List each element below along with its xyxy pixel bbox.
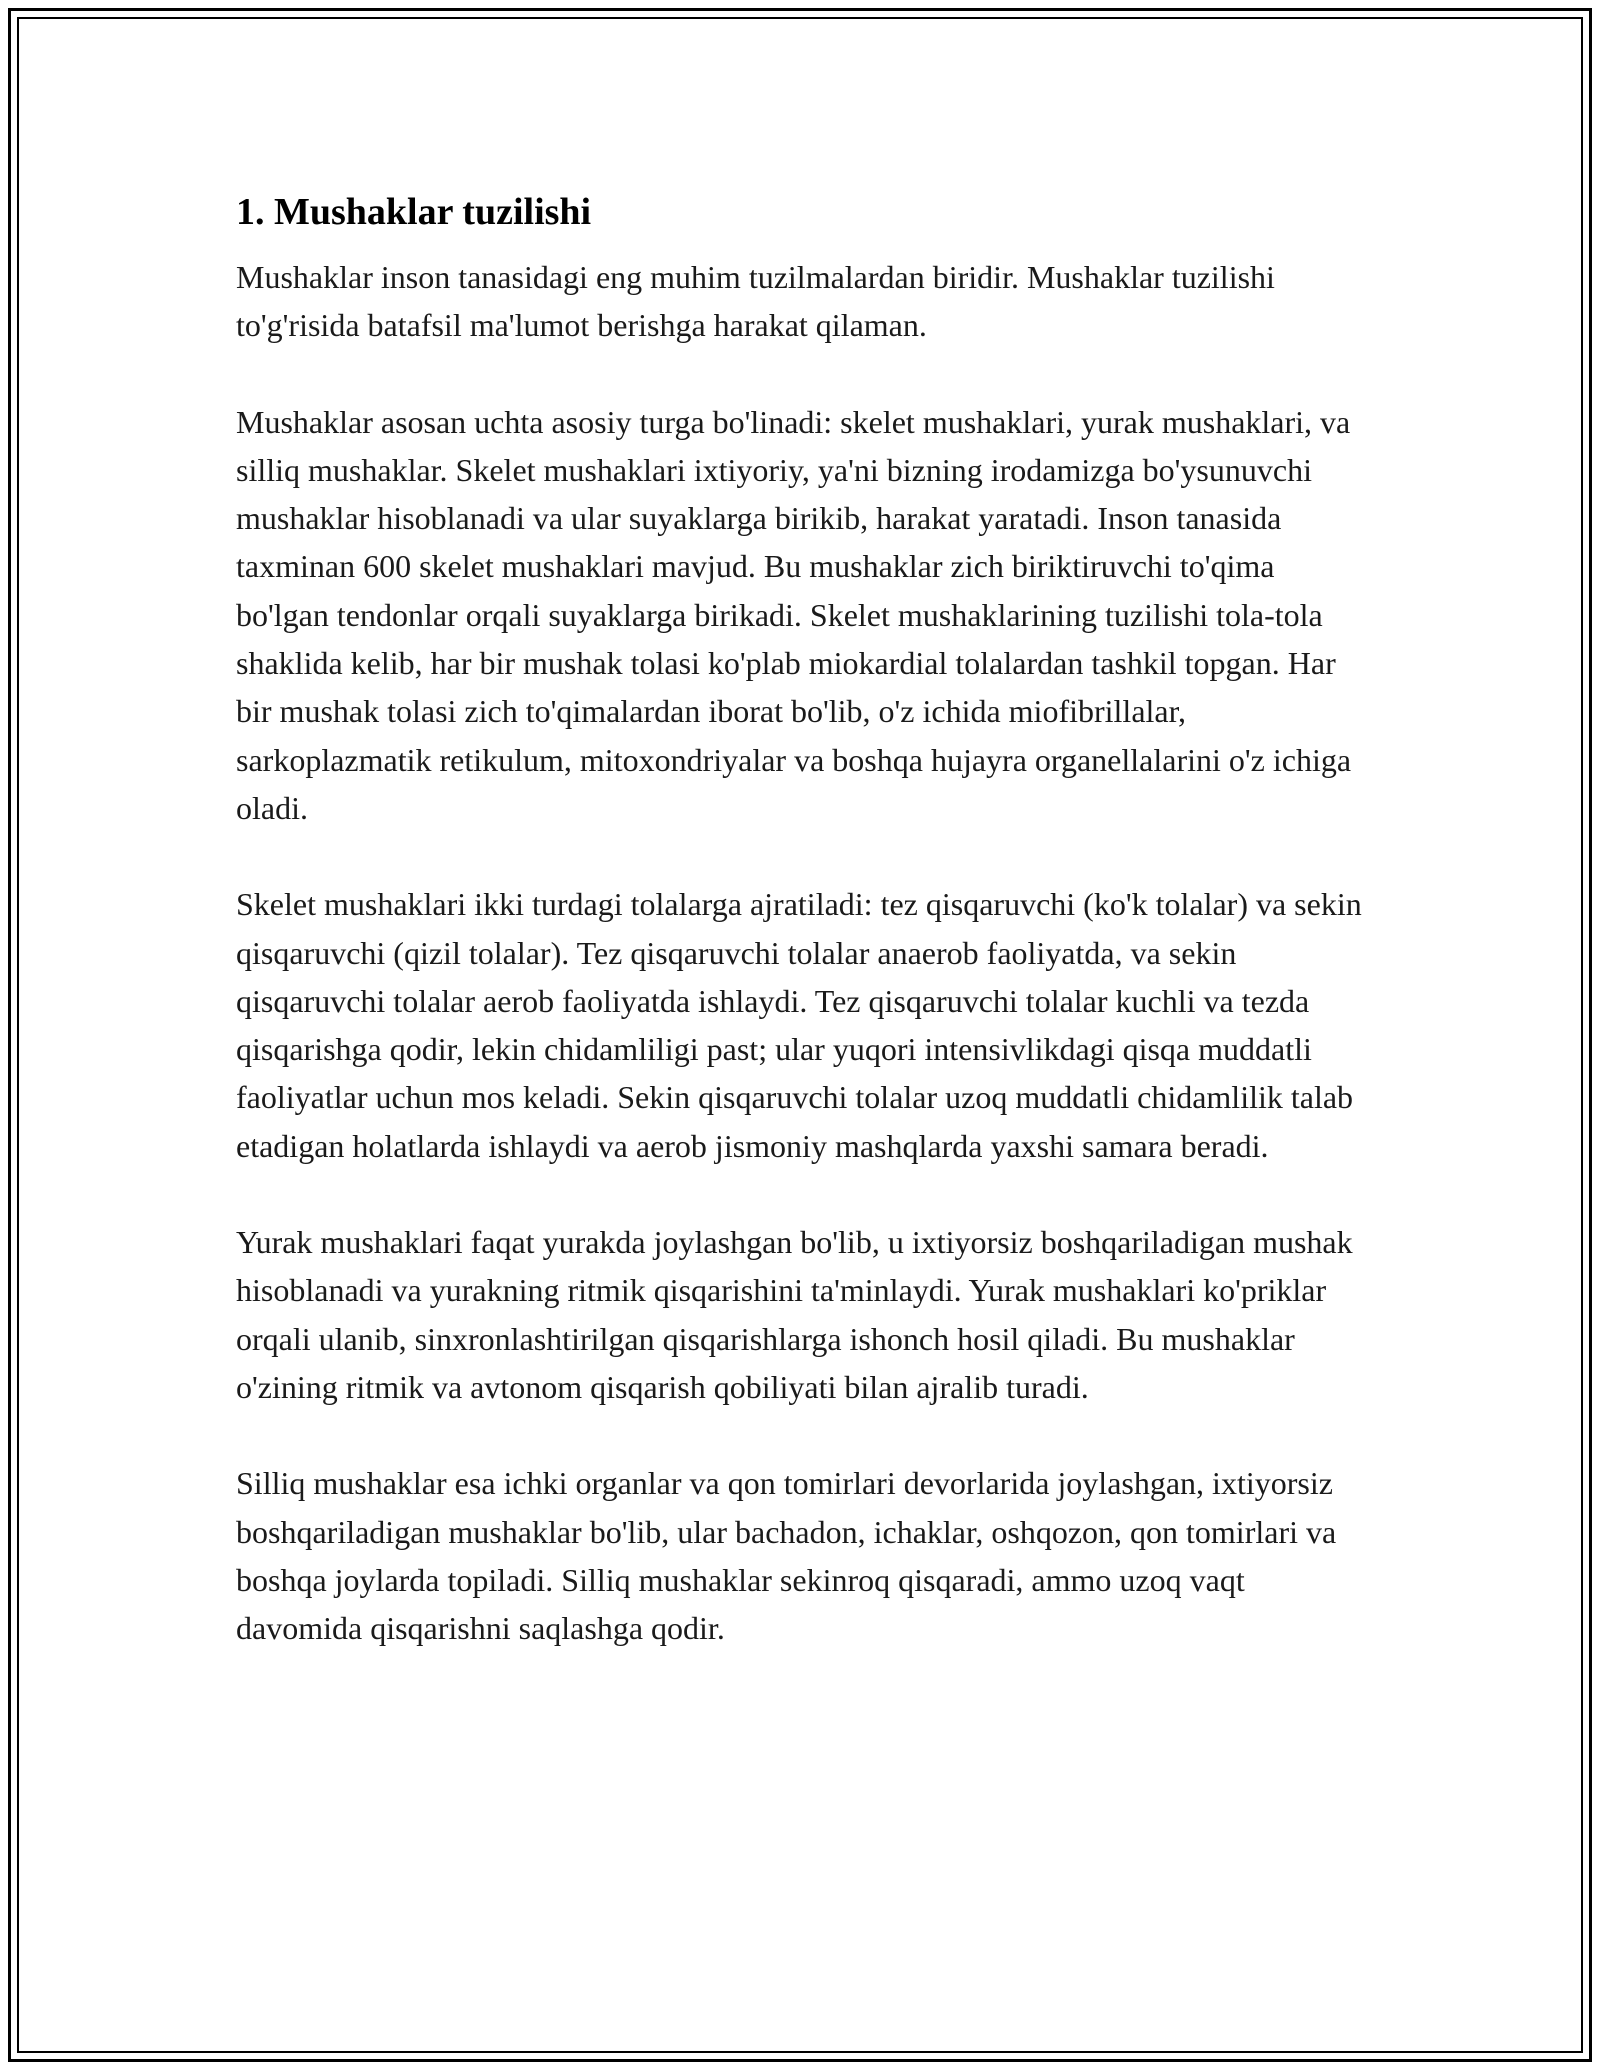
- paragraph-muscle-types: Mushaklar asosan uchta asosiy turga bo'linadi: skelet mushaklari, yurak mushaklari, va silliq mushaklar. Skelet mushaklari ixtiyoriy, ya'ni bizning irodamizga bo'ysunuvchi mushaklar hisoblanadi va ular suyaklarga birikib, harakat yaratadi. Inson tanasida taxminan 600 skelet mushaklari mavjud. Bu mushaklar zich biriktiruvchi to'qima bo'lgan tendonlar orqali suyaklarga birikadi. Skelet mushaklarining tuzilishi tola-tola shaklida kelib, har bir mushak tolasi ko'plab miokardial tolalardan tashkil topgan. Har bir mushak tolasi zich to'qimalardan iborat bo'lib, o'z ichida miofibrillalar, sarkoplazmatik retikulum, mitoxondriyalar va boshqa hujayra organellalarini o'z ichiga oladi.: [236, 403, 1352, 826]
- section-heading: 1. Mushaklar tuzilishi: [236, 191, 592, 233]
- paragraph-smooth-muscle: Silliq mushaklar esa ichki organlar va qon tomirlari devorlarida joylashgan, ixtiyorsiz boshqariladigan mushaklar bo'lib, ular bachadon, ichaklar, oshqozon, qon tomirlari va boshqa joylarda topiladi. Silliq mushaklar sekinroq qisqaradi, ammo uzoq vaqt davomida qisqarishni saqlashga qodir.: [236, 1465, 1337, 1647]
- paragraph-cardiac-muscle: Yurak mushaklari faqat yurakda joylashgan bo'lib, u ixtiyorsiz boshqariladigan mushak hisoblanadi va yurakning ritmik qisqarishini ta'minlaydi. Yurak mushaklari ko'priklar orqali ulanib, sinxronlashtirilgan qisqarishlarga ishonch hosil qiladi. Bu mushaklar o'zining ritmik va avtonom qisqarish qobiliyati bilan ajralib turadi.: [236, 1224, 1353, 1405]
- paragraph-fiber-types: Skelet mushaklari ikki turdagi tolalarga ajratiladi: tez qisqaruvchi (ko'k tolalar) va sekin qisqaruvchi (qizil tolalar). Tez qisqaruvchi tolalar anaerob faoliyatda, va sekin qisqaruvchi tolalar aerob faoliyatda ishlaydi. Tez qisqaruvchi tolalar kuchli va tezda qisqarishga qodir, lekin chidamliligi past; ular yuqori intensivlikdagi qisqa muddatli faoliyatlar uchun mos keladi. Sekin qisqaruvchi tolalar uzoq muddatli chidamlilik talab etadigan holatlarda ishlaydi va aerob jismoniy mashqlarda yaxshi samara beradi.: [236, 886, 1362, 1164]
- paragraph-intro: Mushaklar inson tanasidagi eng muhim tuzilmalardan biridir. Mushaklar tuzilishi to'g'risida batafsil ma'lumot berishga harakat qilaman.: [236, 259, 1275, 344]
- document-body: [236, 186, 1366, 1700]
